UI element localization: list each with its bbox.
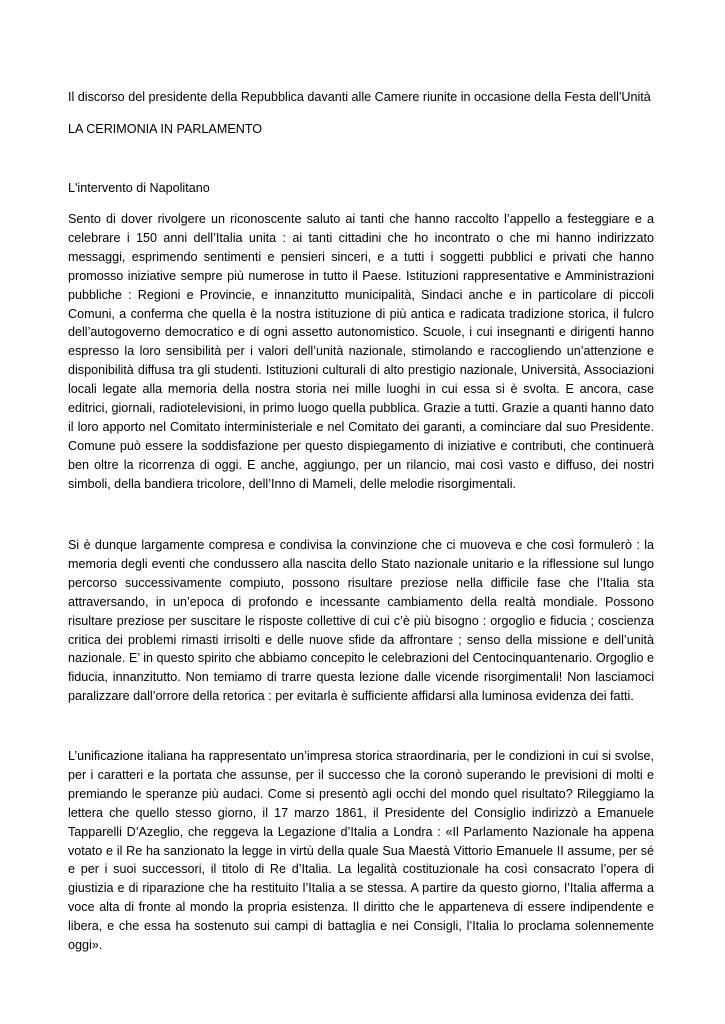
paragraph-3: L’unificazione italiana ha rappresentato un’impresa storica straordinaria, per le condizioni in cui si svolse, per i caratteri e la portata che assunse, per il successo che la coronò superando le previsioni di molti e premiando le speranze più audaci. Come si presentò agli occhi del mondo quel risultato? Rileggiamo la lettera che quello stesso giorno, il 17 marzo 1861, il Presidente del Consiglio indirizzò a Emanuele Tapparelli D’Azeglio, che reggeva la Legazione d’Italia a Londra : «Il Parlamento Nazionale ha appena votato e il Re ha sanzionato la legge in virtù della quale Sua Maestà Vittorio Emanuele II assume, per sé e per i suoi successori, il titolo di Re d’Italia. La legalità costituzionale ha così consacrato l’opera di giustizia e di riparazione che ha restituito l’Italia a se stessa. A partire da questo giorno, l’Italia afferma a voce alta di fronte al mondo la propria esistenza. Il diritto che le apparteneva di essere indipendente e libera, e che essa ha sostenuto sui campi di battaglia e nei Consigli, l’Italia lo proclama solennemente oggi».: [68, 749, 654, 953]
document-subhead: LA CERIMONIA IN PARLAMENTO: [68, 122, 263, 136]
paragraph-2: Si è dunque largamente compresa e condivisa la convinzione che ci muoveva e che così formulerò : la memoria degli eventi che condussero alla nascita dello Stato nazionale unitario e la riflessione sul lungo percorso successivamente compiuto, possono risultare preziose nella difficile fase che l’Italia sta attraversando, in un’epoca di profondo e incessante cambiamento della realtà mondiale. Possono risultare preziose per suscitare le risposte collettive di cui c’è più bisogno : orgoglio e fiducia ; coscienza critica dei problemi rimasti irrisolti e delle nuove sfide da affrontare ; senso della missione e dell’unità nazionale. E’ in questo spirito che abbiamo concepito le celebrazioni del Centocinquantenario. Orgoglio e fiducia, innanzitutto. Non temiamo di trarre questa lezione dalle vicende risorgimentali! Non lasciamoci paralizzare dall’orrore della retorica : per evitarla è sufficiente affidarsi alla luminosa evidenza dei fatti.: [68, 538, 654, 704]
paragraph-1: Sento di dover rivolgere un riconoscente saluto ai tanti che hanno raccolto l’appello a festeggiare e a celebrare i 150 anni dell’Italia unita : ai tanti cittadini che ho incontrato o che mi hanno indirizzato messaggi, esprimendo sentimenti e pensieri sinceri, e a tutti i soggetti pubblici e privati che hanno promosso iniziative sempre più numerose in tutto il Paese. Istituzioni rappresentative e Amministrazioni pubbliche : Regioni e Provincie, e innanzitutto municipalità, Sindaci anche e in particolare di piccoli Comuni, a conferma che quella è la nostra istituzione di più antica e radicata tradizione storica, il fulcro dell’autogoverno democratico e di ogni assetto autonomistico. Scuole, i cui insegnanti e dirigenti hanno espresso la loro sensibilità per i valori dell’unità nazionale, stimolando e raccogliendo un’attenzione e disponibilità diffusa tra gli studenti. Istituzioni culturali di alto prestigio nazionale, Università, Associazioni locali legate alla memoria della nostra storia nei mille luoghi in cui essa si è svolta. E ancora, case editrici, giornali, radiotelevisioni, in primo luogo quella pubblica. Grazie a tutti. Grazie a quanti hanno dato il loro apporto nel Comitato interministeriale e nel Comitato dei garanti, a cominciare dal suo Presidente. Comune può essere la soddisfazione per questo dispiegamento di iniziative e contributi, che continuerà ben oltre la ricorrenza di oggi. E anche, aggiungo, per un rilancio, mai così vasto e diffuso, dei nostri simboli, della bandiera tricolore, dell’Inno di Mameli, delle melodie risorgimentali.: [68, 212, 654, 491]
section-title: L'intervento di Napolitano: [68, 181, 210, 195]
document-headline: Il discorso del presidente della Repubblica davanti alle Camere riunite in occasione della Festa dell'Unità: [68, 90, 651, 104]
